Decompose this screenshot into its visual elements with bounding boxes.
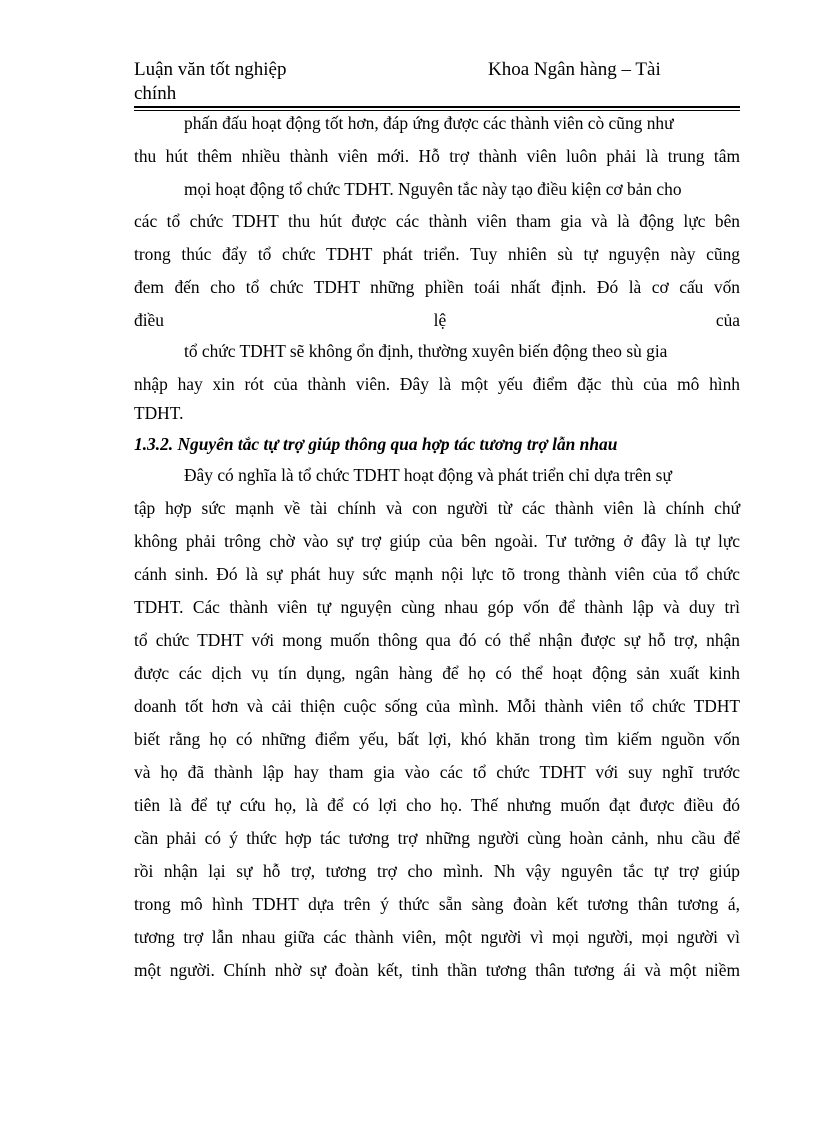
text-line: tổ chức TDHT với mong muốn thông qua đó có thể nhận được sự hỗ trợ, nhận (134, 630, 740, 650)
text-line: rồi nhận lại sự hỗ trợ, tương trợ cho mình. Nh vậy nguyên tắc tự trợ giúp (134, 861, 740, 881)
header-rule-thick (134, 106, 740, 108)
text-line: trong thúc đẩy tổ chức TDHT phát triển. Tuy nhiên sù tự nguyện này cũng (134, 244, 740, 264)
page-header (134, 58, 740, 104)
text-line: điều lệ của (134, 310, 740, 330)
text-line: mọi hoạt động tổ chức TDHT. Nguyên tắc này tạo điều kiện cơ bản cho (184, 179, 682, 199)
text-line: không phải trông chờ vào sự trợ giúp của bên ngoài. Tư tưởng ở đây là tự lực (134, 531, 740, 551)
text-line: nhập hay xin rót của thành viên. Đây là một yếu điểm đặc thù của mô hình (134, 374, 740, 394)
text-line: cánh sinh. Đó là sự phát huy sức mạnh nội lực tõ trong thành viên của tổ chức (134, 564, 740, 584)
text-line: cần phải có ý thức hợp tác tương trợ những người cùng hoàn cảnh, nhu cầu để (134, 828, 740, 848)
text-line: một người. Chính nhờ sự đoàn kết, tinh thần tương thân tương ái và một niềm (134, 960, 740, 980)
text-line: doanh tốt hơn và cải thiện cuộc sống của mình. Mỗi thành viên tổ chức TDHT (134, 696, 740, 716)
text-line: trong mô hình TDHT dựa trên ý thức sẵn sàng đoàn kết tương thân tương á, (134, 894, 740, 914)
header-rule-thin (134, 110, 740, 111)
text-line: thu hút thêm nhiều thành viên mới. Hỗ trợ thành viên luôn phải là trung tâm (134, 146, 740, 166)
text-line: tổ chức TDHT sẽ không ổn định, thường xuyên biến động theo sù gia (184, 341, 668, 361)
text-line: TDHT. (134, 403, 184, 423)
text-line: tương trợ lẫn nhau giữa các thành viên, một người vì mọi người, mọi người vì (134, 927, 740, 947)
header-thesis-label: Luận văn tốt nghiệp (134, 59, 287, 80)
text-line: đem đến cho tổ chức TDHT những phiền toái nhất định. Đó là cơ cấu vốn (134, 277, 740, 297)
header-faculty-label-continued: chính (134, 83, 177, 104)
text-line: biết rằng họ có những điểm yếu, bất lợi, khó khăn trong tìm kiếm nguồn vốn (134, 729, 740, 749)
text-line: Đây có nghĩa là tổ chức TDHT hoạt động và phát triển chỉ dựa trên sự (184, 465, 672, 485)
header-faculty-label: Khoa Ngân hàng – Tài (488, 59, 661, 80)
text-line: các tổ chức TDHT thu hút được các thành viên tham gia và là động lực bên (134, 211, 740, 231)
text-line: tiên là để tự cứu họ, là để có lợi cho họ. Thế nhưng muốn đạt được điều đó (134, 795, 740, 815)
text-line: phấn đấu hoạt động tốt hơn, đáp ứng được các thành viên cò cũng như (184, 113, 674, 133)
text-line: tập hợp sức mạnh về tài chính và con người từ các thành viên là chính chứ (134, 498, 740, 518)
section-heading: 1.3.2. Nguyên tắc tự trợ giúp thông qua hợp tác tương trợ lẫn nhau (134, 434, 618, 454)
text-line: được các dịch vụ tín dụng, ngân hàng để họ có thể hoạt động sản xuất kinh (134, 663, 740, 683)
text-line: và họ đã thành lập hay tham gia vào các tổ chức TDHT với suy nghĩ trước (134, 762, 740, 782)
text-line: TDHT. Các thành viên tự nguyện cùng nhau góp vốn để thành lập và duy trì (134, 597, 740, 617)
